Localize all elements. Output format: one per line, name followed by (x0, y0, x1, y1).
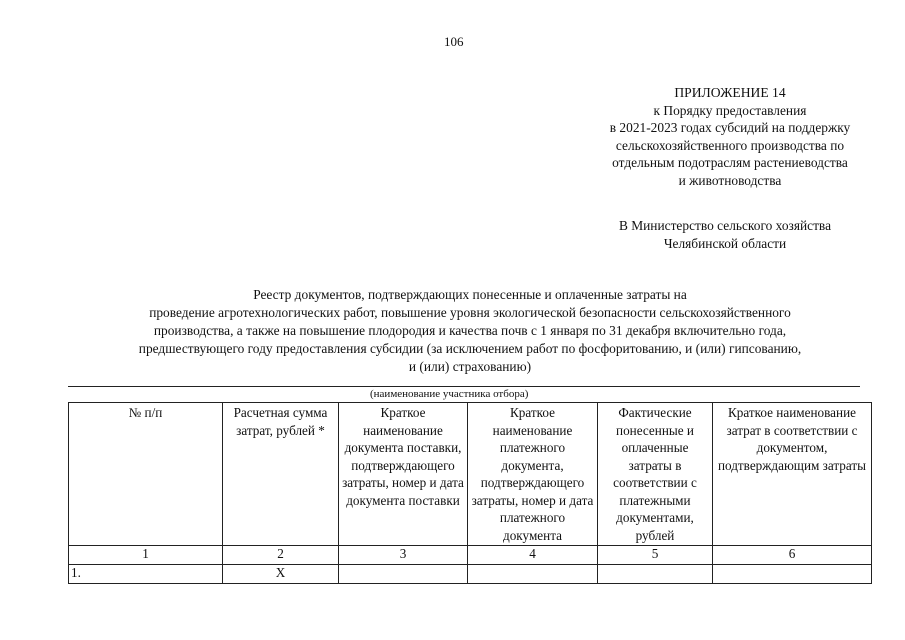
table-cell (468, 565, 598, 584)
appendix-line: сельскохозяйственного производства по (615, 137, 845, 153)
appendix-line: и животноводства (678, 172, 782, 188)
appendix-block (560, 84, 900, 190)
document-title-line: предшествующего году предоставления субсидии (за исключением работ по фосфоритованию, и (или) гипсованию, (138, 341, 802, 356)
table-cell: 1. (69, 565, 223, 584)
column-number-cell: 6 (713, 546, 872, 565)
table-cell: Х (223, 565, 339, 584)
participant-name-hint: (наименование участника отбора) (370, 388, 529, 400)
appendix-title: ПРИЛОЖЕНИЕ 14 (674, 85, 786, 100)
header-cell-cost-description: Краткое наименование затрат в соответствии с документом, подтверждающим затраты (713, 403, 872, 546)
addressee-line: Челябинской области (663, 235, 787, 251)
table-row (69, 565, 872, 584)
table-cell (713, 565, 872, 584)
table-header-row (69, 403, 872, 546)
header-cell-actual-costs: Фактические понесенные и оплаченные затраты в соответствии с платежными документами, рублей (598, 403, 713, 546)
table-cell (598, 565, 713, 584)
table-cell (339, 565, 468, 584)
header-cell-estimated-sum: Расчетная сумма затрат, рублей * (223, 403, 339, 546)
addressee-block (585, 217, 865, 252)
header-cell-number: № п/п (69, 403, 223, 546)
registry-table (68, 402, 872, 584)
document-title-line: проведение агротехнологических работ, повышение уровня экологической безопасности сельскохозяйственного (149, 305, 791, 320)
document-title-line: производства, а также на повышение плодородия и качества почв с 1 января по 31 декабря включительно года, (153, 323, 787, 338)
header-cell-payment-document: Краткое наименование платежного документа, подтверждающего затраты, номер и дата платежного документа (468, 403, 598, 546)
appendix-line: отдельным подотраслям растениеводства (612, 155, 848, 171)
header-cell-delivery-document: Краткое наименование документа поставки, подтверждающего затраты, номер и дата документа поставки (339, 403, 468, 546)
column-number-cell: 5 (598, 546, 713, 565)
addressee-line: В Министерство сельского хозяйства (618, 218, 832, 233)
column-number-row (69, 546, 872, 565)
document-title-line: и (или) страхованию) (408, 359, 532, 374)
document-title-line: Реестр документов, подтверждающих понесенные и оплаченные затраты на (253, 287, 687, 302)
participant-name-line (68, 386, 860, 387)
appendix-line: к Порядку предоставления (653, 102, 807, 118)
column-number-cell: 2 (223, 546, 339, 565)
appendix-line: в 2021-2023 годах субсидий на поддержку (609, 120, 851, 136)
page-number: 106 (444, 34, 464, 49)
column-number-cell: 4 (468, 546, 598, 565)
column-number-cell: 1 (69, 546, 223, 565)
column-number-cell: 3 (339, 546, 468, 565)
document-title (70, 286, 870, 376)
